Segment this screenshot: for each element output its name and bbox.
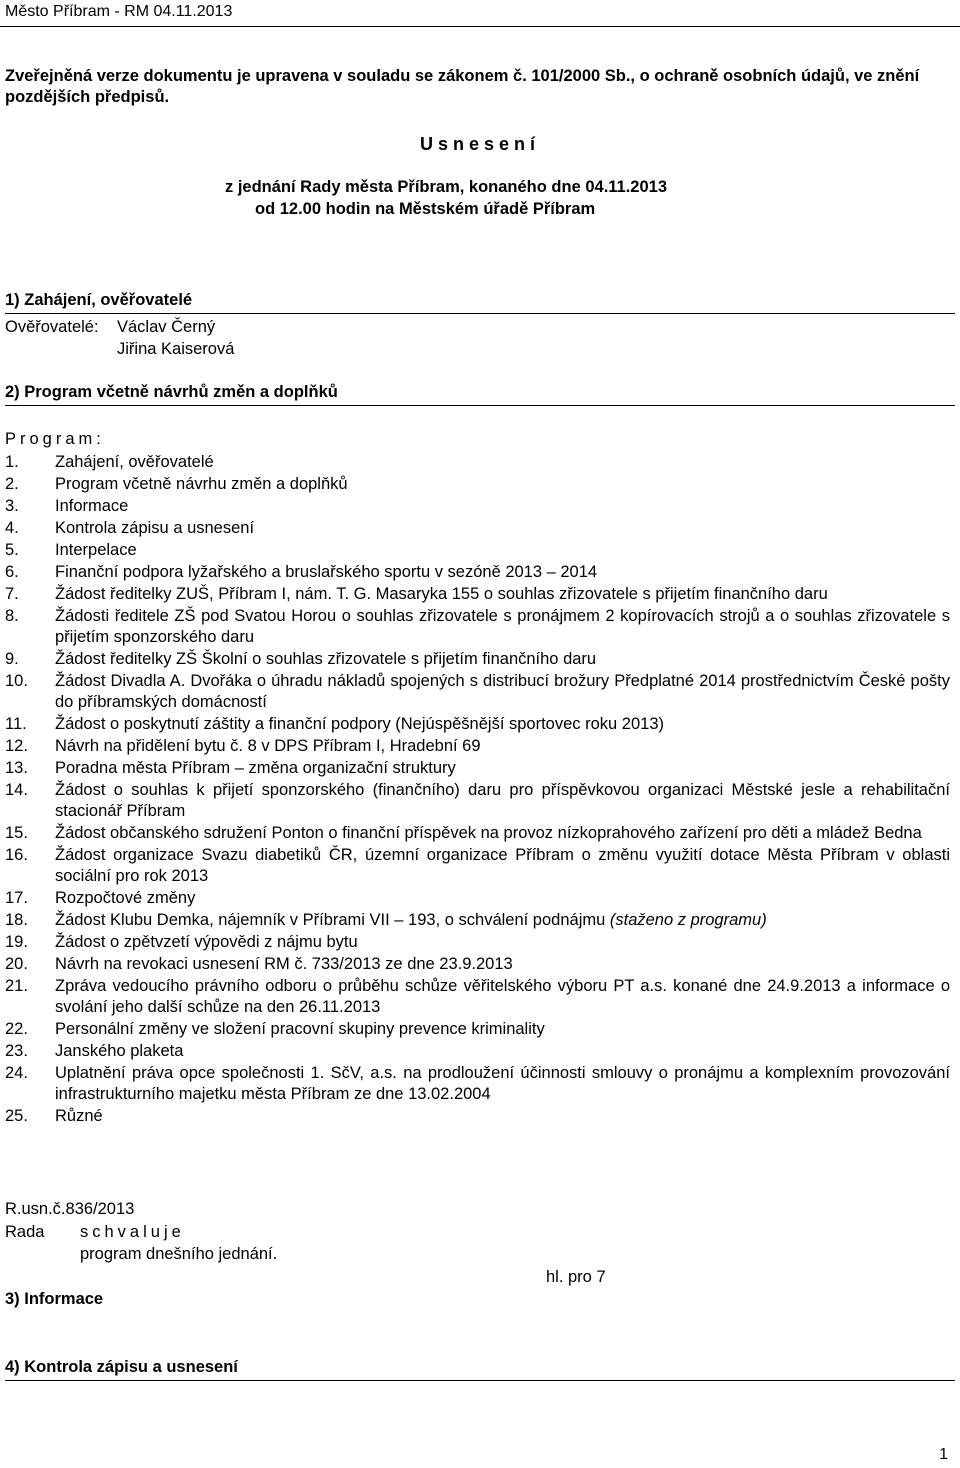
program-item — [5, 910, 950, 931]
resolution-text: program dnešního jednání. — [80, 1245, 278, 1263]
program-item-number: 12. — [5, 737, 28, 755]
program-item — [5, 932, 950, 953]
program-item-number: 25. — [5, 1107, 28, 1125]
verifiers-label: Ověřovatelé: — [5, 318, 99, 336]
program-item-number: 4. — [5, 519, 19, 537]
verifier-name-2: Jiřina Kaiserová — [117, 340, 235, 358]
program-item — [5, 496, 950, 517]
vote-result: hl. pro 7 — [546, 1268, 606, 1286]
anonymization-notice: Zveřejněná verze dokumentu je upravena v souladu se zákonem č. 101/2000 Sb., o ochraně osobních údajů, ve znění pozdějších předpisů. — [5, 67, 920, 106]
program-item-number: 23. — [5, 1042, 28, 1060]
program-item-number: 6. — [5, 563, 19, 581]
program-item-text: Žádost o zpětvzetí výpovědi z nájmu bytu — [55, 933, 358, 951]
program-item-text: Žádosti ředitele ZŠ pod Svatou Horou o souhlas zřizovatele s pronájmem 2 kopírovacích strojů a o souhlas zřizovatele s přijetím sponzorského daru — [55, 607, 950, 646]
program-list — [5, 452, 950, 1128]
program-item — [5, 1106, 950, 1127]
program-item-number: 2. — [5, 475, 19, 493]
program-item-text: Žádost o souhlas k přijetí sponzorského (finančního) daru pro příspěvkovou organizaci Městské jesle a rehabilitační stacionář Příbram — [55, 781, 950, 820]
program-item — [5, 845, 950, 887]
program-item — [5, 671, 950, 713]
program-item-text: Zahájení, ověřovatelé — [55, 453, 214, 471]
page-number: 1 — [939, 1446, 948, 1463]
program-item-number: 14. — [5, 781, 28, 799]
program-item-text: Poradna města Příbram – změna organizační struktury — [55, 759, 456, 777]
program-item-text: Personální změny ve složení pracovní skupiny prevence kriminality — [55, 1020, 545, 1038]
program-item-text: Kontrola zápisu a usnesení — [55, 519, 255, 537]
program-label: Program: — [5, 430, 105, 448]
program-item — [5, 823, 950, 844]
program-item-number: 1. — [5, 453, 19, 471]
program-item — [5, 714, 950, 735]
program-item-text: Zpráva vedoucího právního odboru o průběhu schůze věřitelského výboru PT a.s. konané dne 24.9.2013 a informace o svolání jeho další schůze na den 26.11.2013 — [55, 977, 950, 1016]
program-item-text: Finanční podpora lyžařského a bruslařského sportu v sezóně 2013 – 2014 — [55, 563, 598, 581]
program-item — [5, 1019, 950, 1040]
header-rule — [0, 26, 960, 27]
program-item-text: Žádost ředitelky ZŠ Školní o souhlas zřizovatele s přijetím finančního daru — [55, 650, 597, 668]
program-item — [5, 1063, 950, 1105]
program-item — [5, 758, 950, 779]
verifier-name-1: Václav Černý — [117, 318, 216, 336]
program-item-text: Žádost o poskytnutí záštity a finanční podpory (Nejúspěšnější sportovec roku 2013) — [55, 715, 664, 733]
header-title: Město Příbram - RM 04.11.2013 — [5, 3, 233, 20]
program-item — [5, 518, 950, 539]
program-item-text: Žádost Divadla A. Dvořáka o úhradu nákladů spojených s distribucí brožury Předplatné 2014 prostřednictvím České pošty do příbramských domácností — [55, 672, 950, 711]
program-item-number: 8. — [5, 607, 19, 625]
program-item-number: 11. — [5, 715, 27, 733]
meeting-subtitle: z jednání Rady města Příbram, konaného dne 04.11.2013 — [225, 178, 668, 196]
program-item — [5, 562, 950, 583]
section-4-heading: 4) Kontrola zápisu a usnesení — [5, 1358, 955, 1381]
program-item — [5, 780, 950, 822]
document-title: Usnesení — [419, 134, 541, 154]
program-item — [5, 540, 950, 561]
program-item-text: Návrh na přidělení bytu č. 8 v DPS Příbram I, Hradební 69 — [55, 737, 481, 755]
program-item-note: (staženo z programu) — [609, 911, 767, 929]
program-item-number: 19. — [5, 933, 28, 951]
program-item-text: Žádost ředitelky ZUŠ, Příbram I, nám. T. G. Masaryka 155 o souhlas zřizovatele s přijetím finančního daru — [55, 585, 828, 603]
section-1-heading: 1) Zahájení, ověřovatelé — [5, 291, 955, 314]
program-item-number: 24. — [5, 1064, 28, 1082]
program-item-number: 3. — [5, 497, 19, 515]
program-item-number: 20. — [5, 955, 28, 973]
resolution-verb: schvaluje — [80, 1223, 185, 1241]
program-item-text: Návrh na revokaci usnesení RM č. 733/2013 ze dne 23.9.2013 — [55, 955, 513, 973]
program-item — [5, 736, 950, 757]
program-item — [5, 606, 950, 648]
program-item-number: 16. — [5, 846, 28, 864]
program-item-text: Uplatnění práva opce společnosti 1. SčV, a.s. na prodloužení účinnosti smlouvy o pronájmu a komplexním provozování infrastrukturního majetku města Příbram ze dne 13.02.2004 — [55, 1064, 950, 1103]
program-item-text: Různé — [55, 1107, 103, 1125]
program-item-number: 10. — [5, 672, 28, 690]
section-3-heading: 3) Informace — [5, 1290, 104, 1308]
program-item-number: 17. — [5, 889, 28, 907]
program-item-number: 13. — [5, 759, 28, 777]
program-item-text: Interpelace — [55, 541, 137, 559]
program-item — [5, 649, 950, 670]
program-item-text: Žádost občanského sdružení Ponton o finanční příspěvek na provoz nízkoprahového zařízení pro děti a mládež Bedna — [55, 824, 922, 842]
program-item-number: 7. — [5, 585, 19, 603]
program-item — [5, 452, 950, 473]
resolution-body: Rada — [5, 1223, 45, 1241]
program-item — [5, 1041, 950, 1062]
program-item — [5, 584, 950, 605]
program-item-number: 15. — [5, 824, 28, 842]
program-item-number: 22. — [5, 1020, 28, 1038]
program-item-text: Žádost Klubu Demka, nájemník v Příbrami VII – 193, o schválení podnájmu — [55, 911, 606, 929]
program-item-number: 18. — [5, 911, 28, 929]
program-item — [5, 888, 950, 909]
resolution-number: R.usn.č.836/2013 — [5, 1200, 135, 1218]
program-item-text: Žádost organizace Svazu diabetiků ČR, územní organizace Příbram o změnu využití dotace Města Příbram v oblasti sociální pro rok 2013 — [55, 846, 950, 885]
program-item — [5, 954, 950, 975]
section-2-heading: 2) Program včetně návrhů změn a doplňků — [5, 383, 955, 406]
program-item-number: 9. — [5, 650, 19, 668]
program-item-text: Rozpočtové změny — [55, 889, 196, 907]
program-item-text: Informace — [55, 497, 129, 515]
program-item-text: Program včetně návrhu změn a doplňků — [55, 475, 348, 493]
program-item — [5, 474, 950, 495]
program-item-number: 5. — [5, 541, 19, 559]
program-item-text: Janského plaketa — [55, 1042, 184, 1060]
program-item-number: 21. — [5, 977, 28, 995]
meeting-time-place: od 12.00 hodin na Městském úřadě Příbram — [255, 200, 596, 218]
program-item — [5, 976, 950, 1018]
